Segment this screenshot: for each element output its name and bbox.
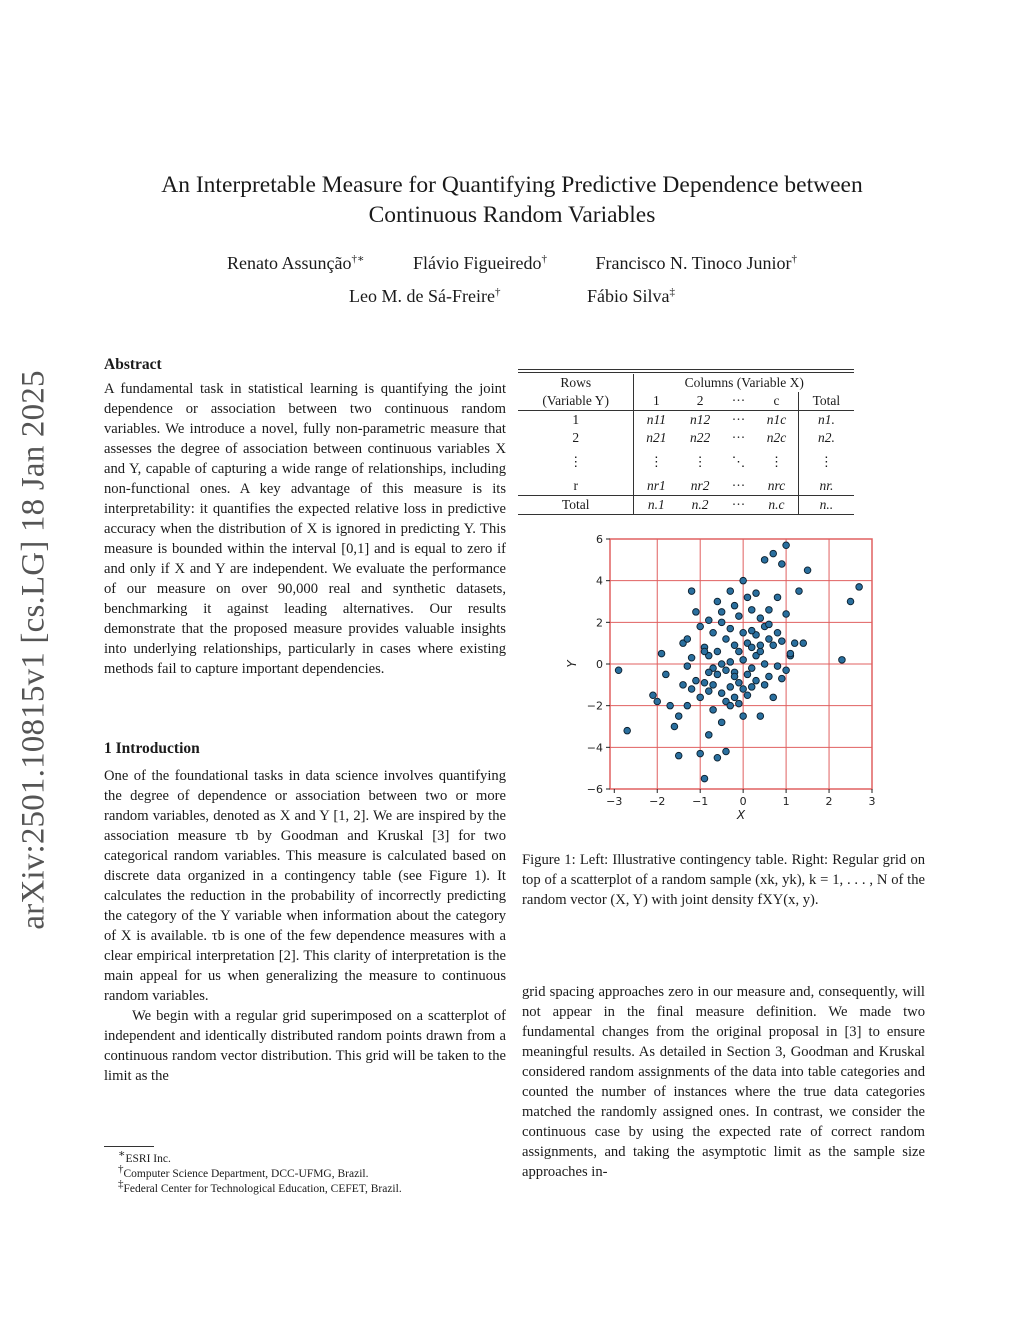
scatter-point — [723, 636, 730, 643]
scatter-point — [770, 550, 777, 557]
table-cell: nr1 — [646, 478, 666, 493]
y-tick-label: −2 — [586, 699, 603, 713]
scatter-point — [740, 577, 747, 584]
arxiv-stamp — [4, 360, 64, 940]
authors-row-2 — [0, 286, 1024, 307]
table-cell: n22 — [689, 430, 711, 445]
introduction-section — [104, 739, 506, 1086]
scatter-point — [624, 727, 631, 734]
table-col-header: c — [755, 392, 798, 411]
scatter-point — [839, 657, 846, 664]
footnotes — [104, 1148, 524, 1197]
scatter-point — [757, 615, 764, 622]
scatter-point — [748, 665, 755, 672]
scatter-point — [740, 713, 747, 720]
table-cell: ⋮ — [649, 454, 664, 469]
x-tick-label: 3 — [868, 795, 876, 808]
scatter-point — [748, 644, 755, 651]
scatter-point — [718, 719, 725, 726]
scatter-point — [684, 663, 691, 670]
scatter-point — [761, 682, 768, 689]
scatter-point — [744, 594, 751, 601]
title-line-1: An Interpretable Measure for Quantifying Predictive Dependence between — [161, 172, 863, 198]
scatter-point — [718, 690, 725, 697]
scatter-point — [731, 602, 738, 609]
table-row — [518, 447, 854, 477]
scatter-point — [675, 713, 682, 720]
scatter-point — [757, 642, 764, 649]
scatter-point — [718, 619, 725, 626]
scatter-point — [705, 617, 712, 624]
table-cell: 2 — [518, 429, 634, 447]
x-tick-label: 0 — [739, 795, 747, 808]
scatter-point — [774, 629, 781, 636]
table-cell: n1c — [755, 411, 798, 430]
intro-heading: 1 Introduction — [104, 740, 200, 757]
scatter-point — [667, 702, 674, 709]
scatter-point — [727, 588, 734, 595]
scatter-point — [688, 588, 695, 595]
table-cell: nr. — [819, 478, 834, 493]
scatter-point — [650, 692, 657, 699]
abstract-text: A fundamental task in statistical learning is quantifying the joint dependence or association between two continuous random variables. We introduce a novel, fully non-parametric measure that assesses the degree of association between continuous variables X and Y, capable of capturing a wide range of relationships, including non-functional ones. A key advantage of this measure is its interpretability: it quantifies the expected relative loss in predictive accuracy when the distribution of X is ignored in predicting Y. This measure is bounded within the interval [0,1] and is equal to zero if and only if X and Y are independent. We evaluate the performance of our measure on over 90,000 real and synthetic datasets, benchmarking it against leading alternatives. Our results demonstrate that the proposed measure provides valuable insights into underlying relationships, particularly in cases where existing methods fail to capture important dependencies. — [104, 381, 506, 677]
scatter-figure — [560, 530, 880, 825]
scatter-point — [714, 648, 721, 655]
scatter-point — [740, 629, 747, 636]
x-tick-label: −3 — [606, 795, 623, 808]
footnote-rule — [104, 1146, 154, 1147]
scatter-point — [766, 607, 773, 614]
scatter-point — [710, 682, 717, 689]
intro-paragraph-1: One of the foundational tasks in data science involves quantifying the degree of dependence or association between two or more random variables, denoted as X and Y [1, 2]. We are inspired by the association measure τb by Goodman and Kruskal [3] for two categorical random variables. This measure is calculated based on discrete data organized in a contingency table (see Figure 1). It calculates the reduction in the probability of incorrectly predicting the category of the Y variable when information about the category of X is available. τb is one of the few dependence measures with a clear empirical interpretation [2]. This clarity of interpretation is the main appeal for us when generalizing the measure to continuous random variables. — [104, 768, 506, 1004]
scatter-point — [710, 707, 717, 714]
scatter-point — [615, 667, 622, 674]
table-col-header: Total — [798, 392, 854, 411]
scatter-point — [770, 694, 777, 701]
x-axis-label: X — [736, 808, 746, 822]
scatter-point — [697, 623, 704, 630]
table-row — [518, 429, 854, 447]
x-tick-label: 1 — [782, 795, 790, 808]
scatter-point — [736, 700, 743, 707]
title-line-2: Continuous Random Variables — [368, 202, 656, 228]
table-cell: ··· — [722, 496, 755, 515]
scatter-point — [744, 692, 751, 699]
scatter-point — [748, 627, 755, 634]
scatter-point — [779, 561, 786, 568]
table-cell: n12 — [689, 412, 711, 427]
footnote: ‡Federal Center for Technological Education, CEFET, Brazil. — [118, 1178, 402, 1195]
table-cell: nrc — [755, 477, 798, 496]
author: Leo M. de Sá-Freire† — [349, 286, 501, 306]
y-axis-label: Y — [565, 660, 579, 668]
scatter-point — [766, 621, 773, 628]
table-cell: n.c — [755, 496, 798, 515]
intro-paragraph-2: We begin with a regular grid superimposed on a scatterplot of independent and identically distributed random points drawn from a continuous random vector distribution. This grid will be taken to the limit as the — [104, 1008, 506, 1084]
footnote: †Computer Science Department, DCC-UFMG, Brazil. — [118, 1163, 369, 1180]
scatter-point — [701, 775, 708, 782]
scatter-point — [800, 640, 807, 647]
table-cell: ··· — [731, 430, 746, 445]
table-cell: ⋮ — [518, 447, 634, 477]
table-top-rule — [518, 369, 854, 370]
table-header-variable-y: (Variable Y) — [518, 392, 634, 411]
x-tick-label: −1 — [692, 795, 709, 808]
author: Flávio Figueiredo† — [412, 253, 547, 273]
table-cell: r — [518, 477, 634, 496]
scatter-point — [688, 686, 695, 693]
scatter-point — [761, 557, 768, 564]
author: Francisco N. Tinoco Junior† — [595, 253, 797, 273]
x-tick-label: −2 — [649, 795, 666, 808]
scatter-point — [847, 598, 854, 605]
scatter-point — [684, 702, 691, 709]
scatter-point — [783, 667, 790, 674]
scatter-point — [740, 657, 747, 664]
scatter-point — [753, 590, 760, 597]
table-cell: n2c — [755, 429, 798, 447]
scatter-point — [705, 732, 712, 739]
scatter-point — [727, 702, 734, 709]
table-cell: n.. — [798, 496, 854, 515]
scatter-point — [761, 661, 768, 668]
scatter-point — [748, 684, 755, 691]
scatter-point — [675, 752, 682, 759]
scatter-point — [779, 675, 786, 682]
scatter-point — [774, 663, 781, 670]
scatter-point — [693, 609, 700, 616]
table-cell: ⋮ — [693, 454, 707, 469]
scatter-point — [714, 598, 721, 605]
scatter-point — [727, 659, 734, 666]
x-tick-label: 2 — [825, 795, 833, 808]
table-cell: n.1 — [634, 496, 678, 515]
table-cell: nr2 — [690, 478, 710, 493]
scatter-point — [701, 679, 708, 686]
y-tick-label: 4 — [596, 574, 603, 588]
scatter-plot — [560, 530, 880, 825]
scatter-point — [740, 686, 747, 693]
y-tick-label: −6 — [586, 783, 603, 796]
scatter-point — [663, 671, 670, 678]
table-cell: n.2 — [678, 496, 722, 515]
scatter-point — [697, 750, 704, 757]
table-col-header: 1 — [634, 392, 678, 411]
scatter-point — [727, 625, 734, 632]
scatter-point — [783, 542, 790, 549]
table-cell: Total — [518, 496, 634, 515]
table-header-rows: Rows — [518, 374, 634, 392]
scatter-point — [753, 677, 760, 684]
scatter-point — [718, 609, 725, 616]
scatter-point — [701, 648, 708, 655]
scatter-point — [710, 629, 717, 636]
table-cell: n21 — [646, 430, 667, 445]
scatter-point — [791, 640, 798, 647]
scatter-point — [856, 584, 863, 591]
y-tick-label: 6 — [596, 533, 603, 546]
scatter-point — [779, 638, 786, 645]
authors-row-1 — [0, 253, 1024, 274]
table-col-header: 2 — [678, 392, 722, 411]
scatter-point — [757, 713, 764, 720]
scatter-point — [680, 682, 687, 689]
scatter-point — [718, 661, 725, 668]
scatter-point — [705, 669, 712, 676]
intro-paragraph-3: grid spacing approaches zero in our measure and, consequently, will not appear in the final measure definition. We made two fundamental changes from the original proposal in [3] to ensure meaningful results. As detailed in Section 3, Goodman and Kruskal considered random assignments of the data into table categories and counted the number of instances where the true data categories matched the randomly assigned ones. In contrast, we consider the continuous case by using the expected rate of correct random assignments, and taking the asymptotic limit as the sample size approaches in- — [522, 984, 925, 1180]
table-cell: n1. — [817, 412, 835, 427]
scatter-point — [688, 654, 695, 661]
scatter-point — [684, 636, 691, 643]
scatter-point — [654, 698, 661, 705]
table-top-rule-2 — [518, 372, 854, 373]
scatter-point — [796, 588, 803, 595]
scatter-point — [658, 650, 665, 657]
y-tick-label: −4 — [586, 741, 603, 755]
scatter-point — [697, 694, 704, 701]
contingency-table — [518, 374, 854, 515]
scatter-point — [787, 650, 794, 657]
scatter-point — [731, 694, 738, 701]
table-total-row — [518, 496, 854, 515]
scatter-point — [727, 684, 734, 691]
figure-caption: Figure 1: Left: Illustrative contingency table. Right: Regular grid on top of a scatterplot of a random sample (xk, yk), k = 1, . . . , N of the random vector (X, Y) with joint density fXY(x, y). — [522, 852, 925, 908]
scatter-point — [714, 671, 721, 678]
table-cell: ··· — [731, 478, 746, 493]
scatter-point — [731, 642, 738, 649]
table-cell: ⋮ — [755, 447, 798, 477]
table-cell: 1 — [518, 411, 634, 430]
author: Renato Assunção†∗ — [227, 253, 365, 273]
scatter-point — [748, 607, 755, 614]
abstract-heading: Abstract — [104, 356, 162, 373]
author: Fábio Silva‡ — [586, 286, 675, 306]
table-row — [518, 477, 854, 496]
scatter-point — [774, 594, 781, 601]
abstract-section — [104, 355, 506, 679]
scatter-point — [723, 667, 730, 674]
scatter-point — [757, 648, 764, 655]
footnote: ∗ESRI Inc. — [118, 1148, 171, 1165]
table-cell: n2. — [817, 430, 835, 445]
scatter-point — [783, 611, 790, 618]
scatter-point — [766, 636, 773, 643]
scatter-point — [736, 648, 743, 655]
table-cell: ··· — [731, 412, 746, 427]
y-tick-label: 2 — [596, 616, 603, 630]
scatter-point — [770, 642, 777, 649]
table-col-header: ··· — [722, 392, 755, 411]
scatter-point — [705, 688, 712, 695]
paper-title — [0, 170, 1024, 230]
scatter-point — [671, 723, 678, 730]
table-cell: ⋱ — [731, 454, 746, 469]
y-tick-label: 0 — [596, 658, 603, 671]
scatter-point — [736, 613, 743, 620]
scatter-point — [693, 677, 700, 684]
arxiv-id: arXiv:2501.10815v1 [cs.LG] 18 Jan 2025 — [15, 370, 52, 930]
scatter-point — [731, 673, 738, 680]
scatter-point — [744, 671, 751, 678]
scatter-point — [736, 679, 743, 686]
table-header-columns: Columns (Variable X) — [684, 375, 804, 390]
scatter-point — [723, 748, 730, 755]
scatter-point — [804, 567, 811, 574]
scatter-point — [766, 673, 773, 680]
table-row — [518, 411, 854, 430]
table-cell: n11 — [646, 412, 666, 427]
table-cell: ⋮ — [819, 454, 834, 469]
scatter-point — [714, 754, 721, 761]
